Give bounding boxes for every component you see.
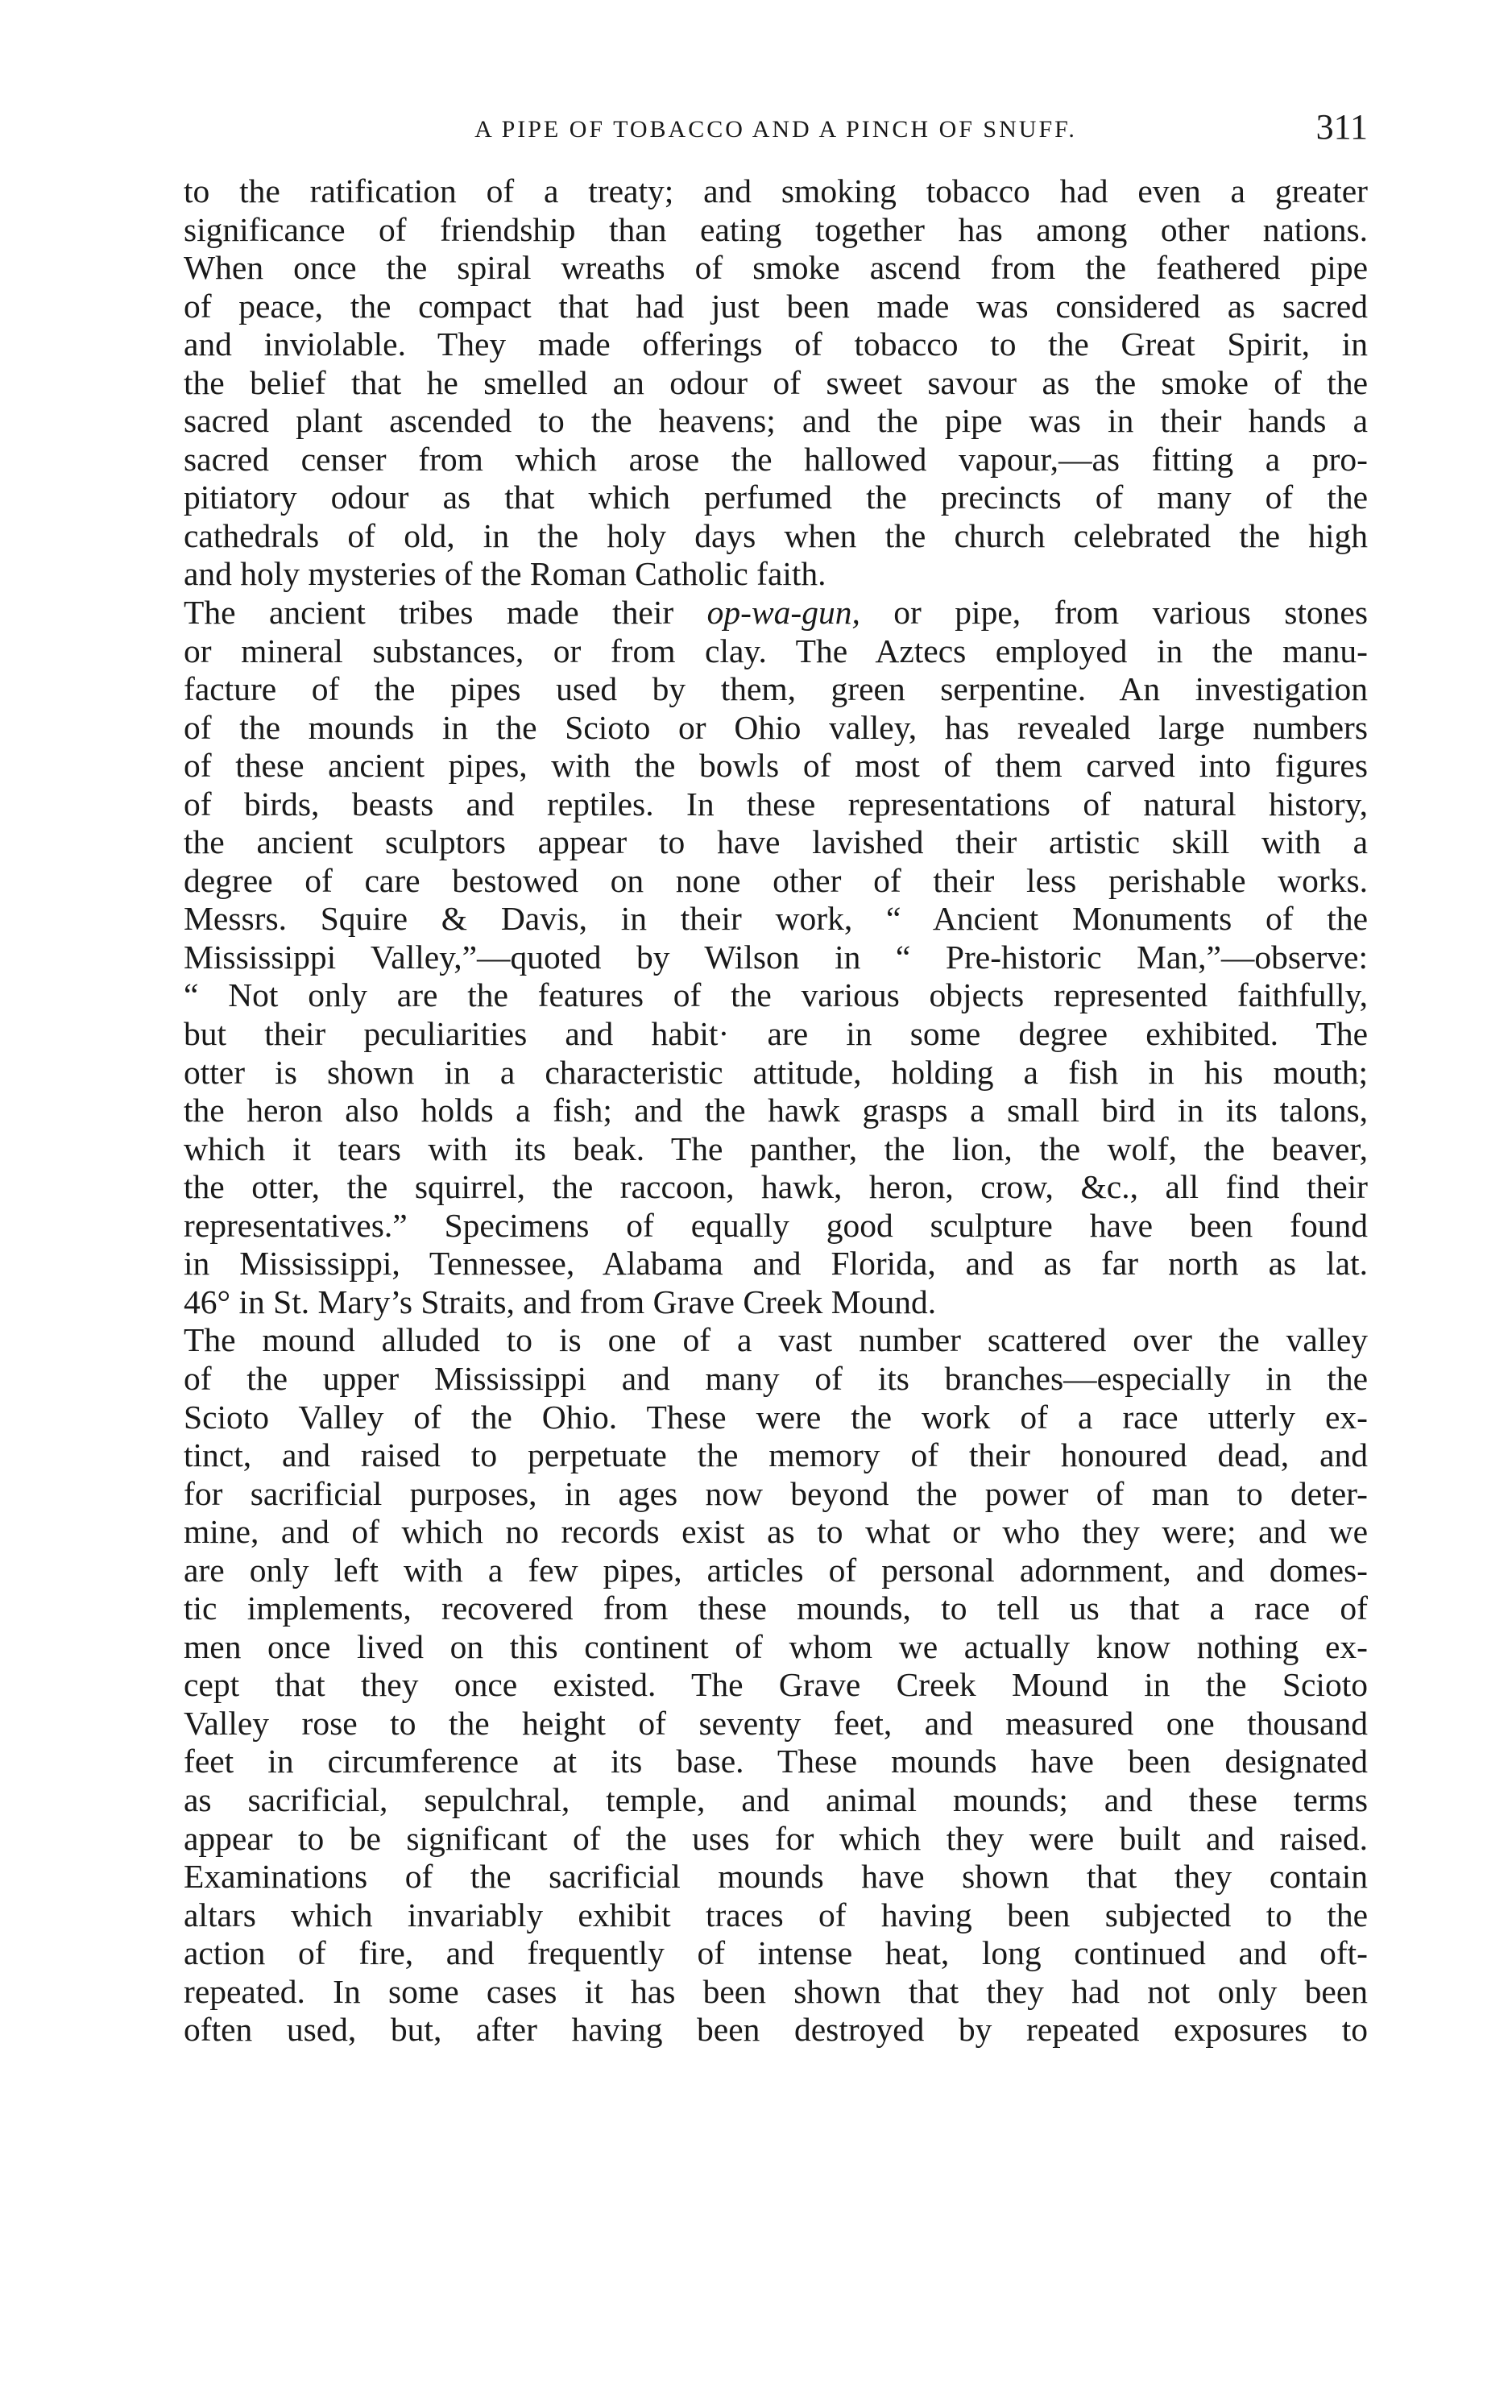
text-line: cathedrals of old, in the holy days when the church celebrated the high <box>184 516 1368 554</box>
text-line: as sacrificial, sepulchral, temple, and animal mounds; and these terms <box>184 1780 1368 1818</box>
text-line: Examinations of the sacrificial mounds have shown that they contain <box>184 1858 1368 1896</box>
text-line: sacred censer from which arose the hallowed vapour,—as fitting a pro- <box>184 440 1368 478</box>
text-line: The mound alluded to is one of a vast number scattered over the valley <box>184 1321 1368 1359</box>
text-line: of birds, beasts and reptiles. In these representations of natural history, <box>184 785 1368 823</box>
text-line: of the mounds in the Scioto or Ohio valley, has revealed large numbers <box>184 708 1368 746</box>
book-page <box>184 105 1368 2049</box>
body-text <box>184 172 1368 2049</box>
text-line: 46° in St. Mary’s Straits, and from Grave Creek Mound. <box>184 1283 937 1320</box>
text-line: of these ancient pipes, with the bowls of most of them carved into figures <box>184 747 1368 785</box>
text-line: Scioto Valley of the Ohio. These were the work of a race utterly ex- <box>184 1398 1368 1436</box>
text-line: Messrs. Squire & Davis, in their work, “ Ancient Monuments of the <box>184 900 1368 938</box>
text-line: tinct, and raised to perpetuate the memory of their honoured dead, and <box>184 1436 1368 1474</box>
italic-term: op-wa-gun, <box>706 594 860 632</box>
text-line: for sacrificial purposes, in ages now beyond the power of man to deter- <box>184 1474 1368 1512</box>
text-line-with-italic <box>184 594 1368 632</box>
text-line: or mineral substances, or from clay. The Aztecs employed in the manu- <box>184 632 1368 669</box>
page-number: 311 <box>1315 107 1368 147</box>
text-line: the ancient sculptors appear to have lavished their artistic skill with a <box>184 823 1368 861</box>
text-line: cept that they once existed. The Grave Creek Mound in the Scioto <box>184 1666 1368 1704</box>
text-line: are only left with a few pipes, articles of personal adornment, and domes- <box>184 1551 1368 1589</box>
text-line: pitiatory odour as that which perfumed the precincts of many of the <box>184 479 1368 516</box>
paragraph-2 <box>184 594 1368 1321</box>
text-line: and holy mysteries of the Roman Catholic faith. <box>184 555 826 593</box>
text-line: but their peculiarities and habit· are in some degree exhibited. The <box>184 1015 1368 1053</box>
text-line: otter is shown in a characteristic attitude, holding a fish in his mouth; <box>184 1053 1368 1091</box>
text-line: When once the spiral wreaths of smoke ascend from the feathered pipe <box>184 249 1368 287</box>
text-line: action of fire, and frequently of intense heat, long continued and oft- <box>184 1934 1368 1972</box>
text-line: of peace, the compact that had just been made was considered as sacred <box>184 287 1368 325</box>
text-line: often used, but, after having been destroyed by repeated exposures to <box>184 2011 1368 2049</box>
text-line: which it tears with its beak. The panther, the lion, the wolf, the beaver, <box>184 1129 1368 1167</box>
text-line: the heron also holds a fish; and the hawk grasps a small bird in its talons, <box>184 1092 1368 1129</box>
text-line: Valley rose to the height of seventy feet, and measured one thousand <box>184 1704 1368 1742</box>
text-line: Mississippi Valley,”—quoted by Wilson in “ Pre-historic Man,”—observe: <box>184 938 1368 976</box>
running-title: A PIPE OF TOBACCO AND A PINCH OF SNUFF. <box>474 116 1077 143</box>
text-line: the otter, the squirrel, the raccoon, hawk, heron, crow, &c., all find their <box>184 1168 1368 1206</box>
line-lead: The ancient tribes made their <box>184 594 674 632</box>
line-tail: or pipe, from various stones <box>893 594 1369 632</box>
text-line: repeated. In some cases it has been shown that they had not only been <box>184 1972 1368 2010</box>
text-line: appear to be significant of the uses for which they were built and raised. <box>184 1819 1368 1857</box>
text-line: men once lived on this continent of whom we actually know nothing ex- <box>184 1627 1368 1665</box>
text-line: the belief that he smelled an odour of sweet savour as the smoke of the <box>184 363 1368 401</box>
text-line: significance of friendship than eating together has among other nations. <box>184 210 1368 248</box>
text-line: facture of the pipes used by them, green serpentine. An investigation <box>184 670 1368 708</box>
text-line: in Mississippi, Tennessee, Alabama and Florida, and as far north as lat. <box>184 1245 1368 1283</box>
text-line: mine, and of which no records exist as to what or who they were; and we <box>184 1513 1368 1551</box>
text-line: degree of care bestowed on none other of their less perishable works. <box>184 861 1368 899</box>
paragraph-3 <box>184 1321 1368 2049</box>
text-line: to the ratification of a treaty; and smoking tobacco had even a greater <box>184 172 1368 209</box>
text-line: altars which invariably exhibit traces of having been subjected to the <box>184 1896 1368 1933</box>
text-line: tic implements, recovered from these mounds, to tell us that a race of <box>184 1589 1368 1627</box>
running-head <box>184 105 1368 158</box>
text-line: feet in circumference at its base. These mounds have been designated <box>184 1743 1368 1780</box>
paragraph-1 <box>184 172 1368 594</box>
text-line: and inviolable. They made offerings of tobacco to the Great Spirit, in <box>184 325 1368 363</box>
text-line: “ Not only are the features of the various objects represented faithfully, <box>184 976 1368 1014</box>
text-line: sacred plant ascended to the heavens; and the pipe was in their hands a <box>184 402 1368 440</box>
text-line: representatives.” Specimens of equally good sculpture have been found <box>184 1206 1368 1244</box>
text-line: of the upper Mississippi and many of its branches—especially in the <box>184 1359 1368 1397</box>
